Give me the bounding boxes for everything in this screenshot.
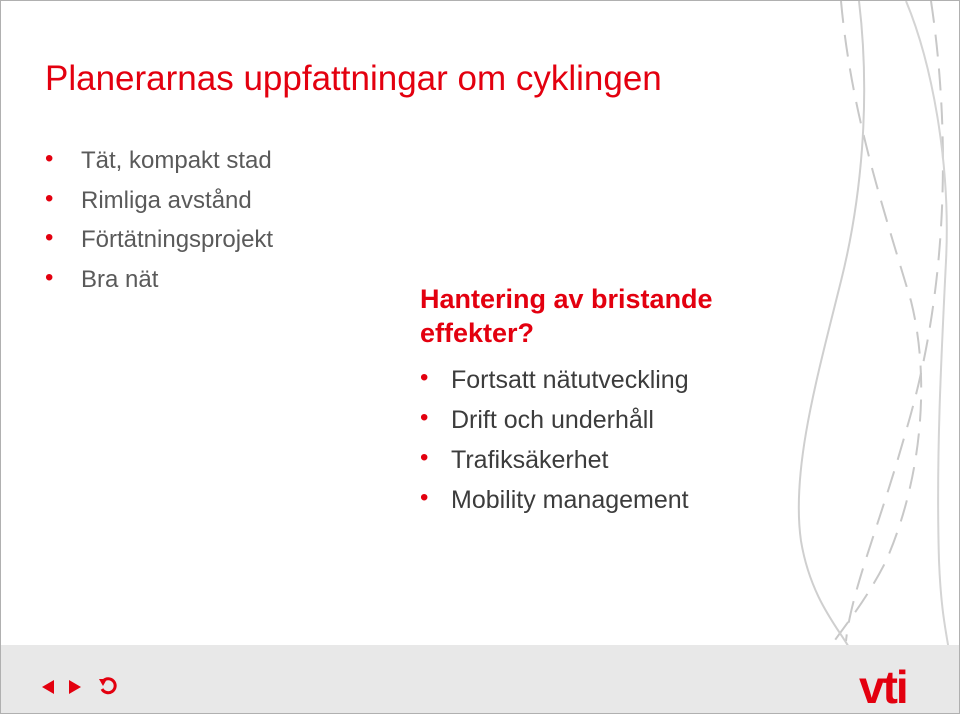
list-item-text: Fortsatt nätutveckling (451, 366, 689, 394)
list-item (420, 446, 689, 486)
list-item (420, 406, 689, 446)
list-item-text: Drift och underhåll (451, 406, 654, 434)
list-item (45, 147, 273, 187)
bullet-icon: • (45, 263, 54, 291)
return-arrow-icon[interactable] (98, 676, 118, 701)
section-heading-text: Hantering av bristande effekter? (420, 284, 713, 348)
list-item (420, 486, 689, 526)
list-item (420, 366, 689, 406)
section-heading (420, 282, 740, 350)
list-item-text: Mobility management (451, 486, 689, 514)
decorative-curves (1, 1, 959, 713)
right-bullet-list (420, 366, 689, 526)
triangle-right-icon[interactable] (68, 679, 82, 700)
slide-title: Planerarnas uppfattningar om cyklingen (45, 59, 662, 98)
bullet-icon: • (420, 484, 429, 511)
list-item-text: Tät, kompakt stad (81, 147, 272, 174)
bullet-icon: • (420, 404, 429, 431)
left-bullet-list (45, 147, 273, 305)
bullet-icon: • (420, 444, 429, 471)
list-item (45, 263, 273, 306)
slide-footer (1, 645, 959, 713)
bullet-icon: • (420, 364, 429, 391)
list-item-text: Trafiksäkerhet (451, 446, 609, 474)
bullet-icon: • (45, 145, 54, 172)
bullet-icon: • (45, 184, 54, 212)
list-item-text: Bra nät (81, 265, 159, 293)
bullet-icon: • (45, 224, 54, 251)
list-item (45, 184, 273, 227)
triangle-left-icon[interactable] (41, 679, 55, 700)
list-item (45, 226, 273, 266)
list-item-text: Rimliga avstånd (81, 186, 252, 214)
list-item-text: Förtätningsprojekt (81, 226, 274, 253)
vti-logo: vti (859, 661, 907, 713)
